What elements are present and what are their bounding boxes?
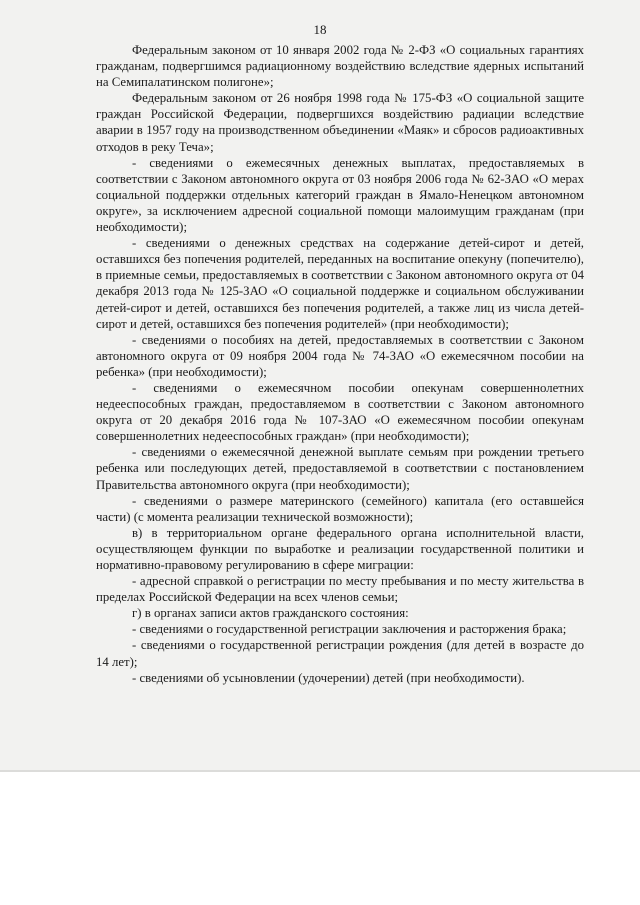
paragraph: - сведениями о государственной регистрации заключения и расторжения брака;	[132, 622, 567, 637]
paragraph: - сведениями о размере материнского (семейного) капитала (его оставшейся части) (с момента реализации технической возможности);	[96, 493, 584, 524]
paragraph: - сведениями о ежемесячном пособии опекунам совершеннолетних недееспособных граждан, предоставляемом в соответствии с Законом автономного округа от 20 декабря 2016 года № 107-ЗАО «О ежемесячном пособии опекунам совершеннолетних недееспособных граждан» (при необходимости);	[96, 380, 584, 444]
paragraph: - сведениями о денежных средствах на содержание детей-сирот и детей, оставшихся без попечения родителей, переданных на воспитание опекуну (попечителю), в приемные семьи, предоставляемых в соответствии с Законом автономного округа от 04 декабря 2013 года № 125-ЗАО «О социальной поддержке и социальном обслуживании детей-сирот и детей, оставшихся без попечения родителей, а также лиц из числа детей-сирот и детей, оставшихся без попечения родителей» (при необходимости);	[96, 236, 584, 331]
page-number: 18	[313, 22, 327, 37]
paragraph: - сведениями о ежемесячной денежной выплате семьям при рождении третьего ребенка или последующих детей, предоставляемой в соответствии с постановлением Правительства автономного округа (при необходимости);	[96, 445, 584, 492]
paragraph: - сведениями о государственной регистрации рождения (для детей в возрасте до 14 лет);	[96, 638, 584, 669]
paragraph: - адресной справкой о регистрации по месту пребывания и по месту жительства в пределах Российской Федерации на всех членов семьи;	[96, 574, 584, 605]
paragraph: г) в органах записи актов гражданского состояния:	[132, 606, 409, 621]
paragraph: - сведениями о пособиях на детей, предоставляемых в соответствии с Законом автономного округа от 09 ноября 2004 года № 74-ЗАО «О ежемесячном пособии на ребенка» (при необходимости);	[96, 332, 584, 379]
document-body	[96, 42, 584, 686]
scan-edge-divider	[0, 770, 640, 772]
paragraph: - сведениями об усыновлении (удочерении) детей (при необходимости).	[132, 670, 525, 685]
paragraph: - сведениями о ежемесячных денежных выплатах, предоставляемых в соответствии с Законом автономного округа от 03 ноября 2006 года № 62-ЗАО «О мерах социальной поддержки отдельных категорий граждан в Ямало-Ненецком автономном округе», за исключением адресной социальной помощи малоимущим гражданам (при необходимости);	[96, 155, 584, 235]
paragraph: в) в территориальном органе федерального органа исполнительной власти, осуществляющем функции по выработке и реализации государственной политики и нормативно-правовому регулированию в сфере миграции:	[96, 525, 584, 572]
paragraph: Федеральным законом от 26 ноября 1998 года № 175-ФЗ «О социальной защите граждан Российской Федерации, подвергшихся воздействию радиации вследствие аварии в 1957 году на производственном объединении «Маяк» и сбросов радиоактивных отходов в реку Теча»;	[96, 91, 584, 154]
paragraph: Федеральным законом от 10 января 2002 года № 2-ФЗ «О социальных гарантиях гражданам, подвергшимся радиационному воздействию вследствие ядерных испытаний на Семипалатинском полигоне»;	[96, 43, 584, 90]
